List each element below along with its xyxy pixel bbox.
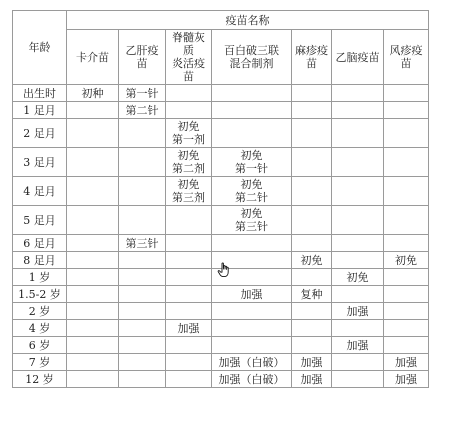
age-cell: 6 足月 xyxy=(13,235,67,252)
schedule-cell xyxy=(332,206,384,235)
schedule-cell xyxy=(212,286,292,303)
table-row xyxy=(13,206,429,235)
vaccine-column-header xyxy=(292,30,332,85)
schedule-cell xyxy=(212,235,292,252)
schedule-cell xyxy=(166,177,212,206)
schedule-cell xyxy=(212,371,292,388)
table-row xyxy=(13,148,429,177)
age-cell: 5 足月 xyxy=(13,206,67,235)
cell-text-line: 第二剂 xyxy=(172,162,205,175)
schedule-cell xyxy=(384,102,429,119)
schedule-cell xyxy=(166,235,212,252)
table-row xyxy=(13,337,429,354)
schedule-cell xyxy=(332,177,384,206)
cell-text-line: 加强 xyxy=(395,372,417,386)
schedule-cell xyxy=(67,252,119,269)
schedule-cell xyxy=(332,148,384,177)
vaccine-column-header xyxy=(384,30,429,85)
schedule-cell xyxy=(67,85,119,102)
schedule-cell xyxy=(384,269,429,286)
cell-text-line: 加强 xyxy=(395,355,417,369)
age-cell: 4 岁 xyxy=(13,320,67,337)
schedule-cell xyxy=(166,119,212,148)
schedule-cell xyxy=(119,354,166,371)
schedule-cell xyxy=(119,320,166,337)
cell-text-line: 苗 xyxy=(400,57,412,70)
cell-text-line: 初免 xyxy=(177,120,200,133)
cell-text-line: 第三针 xyxy=(235,220,268,233)
cell-text-line: 混合制剂 xyxy=(229,57,274,70)
age-cell: 4 足月 xyxy=(13,177,67,206)
cell-text-line: 质 xyxy=(183,44,194,57)
schedule-cell xyxy=(212,119,292,148)
cell-text-line: 炎活疫 xyxy=(172,57,205,70)
age-cell: 6 岁 xyxy=(13,337,67,354)
schedule-cell xyxy=(384,354,429,371)
cell-text-line: 加强 xyxy=(177,321,200,335)
schedule-cell xyxy=(67,102,119,119)
schedule-cell xyxy=(332,269,384,286)
age-cell: 7 岁 xyxy=(13,354,67,371)
schedule-cell xyxy=(212,337,292,354)
schedule-cell xyxy=(384,320,429,337)
cell-text-line: 初免 xyxy=(300,253,323,267)
cell-text-line: 苗 xyxy=(183,70,194,83)
cell-text-line: 加强（白破） xyxy=(218,372,285,386)
cell-text-line: 第二针 xyxy=(125,103,159,117)
schedule-cell xyxy=(332,102,384,119)
schedule-cell xyxy=(166,337,212,354)
cell-text-line: 麻疹疫 xyxy=(295,44,328,57)
cell-text-line: 第一针 xyxy=(235,162,268,175)
table-row xyxy=(13,320,429,337)
cell-text-line: 初种 xyxy=(81,86,104,100)
cell-text-line: 加强 xyxy=(300,355,323,369)
age-cell: 1.5-2 岁 xyxy=(13,286,67,303)
vaccine-column-header xyxy=(67,30,119,85)
schedule-cell xyxy=(332,303,384,320)
cell-text-line: 风疹疫 xyxy=(389,44,423,57)
cell-text-line: 初免 xyxy=(177,149,200,162)
schedule-cell xyxy=(292,119,332,148)
cell-text-line: 初免 xyxy=(240,178,263,191)
schedule-cell xyxy=(119,235,166,252)
cell-text-line: 苗 xyxy=(306,57,317,70)
table-row xyxy=(13,235,429,252)
schedule-cell xyxy=(166,252,212,269)
schedule-cell xyxy=(119,252,166,269)
schedule-cell xyxy=(332,320,384,337)
schedule-cell xyxy=(332,252,384,269)
schedule-cell xyxy=(166,286,212,303)
cell-text-line: 乙肝疫 xyxy=(125,44,159,57)
schedule-cell xyxy=(67,354,119,371)
schedule-cell xyxy=(67,206,119,235)
table-row xyxy=(13,177,429,206)
table-row xyxy=(13,85,429,102)
schedule-cell xyxy=(212,303,292,320)
schedule-cell xyxy=(212,177,292,206)
age-cell: 2 足月 xyxy=(13,119,67,148)
schedule-cell xyxy=(166,85,212,102)
schedule-cell xyxy=(119,148,166,177)
table-row xyxy=(13,102,429,119)
cell-text-line: 初免 xyxy=(240,207,263,220)
cell-text-line: 苗 xyxy=(136,57,148,70)
schedule-cell xyxy=(332,286,384,303)
schedule-cell xyxy=(67,269,119,286)
schedule-cell xyxy=(292,354,332,371)
schedule-cell xyxy=(212,354,292,371)
table-row xyxy=(13,303,429,320)
schedule-cell xyxy=(292,371,332,388)
cell-text-line: 第三针 xyxy=(125,236,159,250)
schedule-cell xyxy=(384,85,429,102)
schedule-cell xyxy=(212,320,292,337)
schedule-body xyxy=(13,85,429,388)
schedule-cell xyxy=(166,206,212,235)
cell-text-line: 加强 xyxy=(346,338,369,352)
schedule-cell xyxy=(292,206,332,235)
schedule-cell xyxy=(384,371,429,388)
vaccine-column-header xyxy=(119,30,166,85)
cell-text-line: 初免 xyxy=(395,253,417,267)
age-cell: 3 足月 xyxy=(13,148,67,177)
schedule-cell xyxy=(119,286,166,303)
schedule-cell xyxy=(384,337,429,354)
age-cell: 12 岁 xyxy=(13,371,67,388)
schedule-cell xyxy=(166,354,212,371)
table-row xyxy=(13,371,429,388)
schedule-cell xyxy=(332,119,384,148)
age-cell: 2 岁 xyxy=(13,303,67,320)
schedule-cell xyxy=(212,85,292,102)
schedule-cell xyxy=(292,269,332,286)
age-cell: 1 足月 xyxy=(13,102,67,119)
schedule-cell xyxy=(212,148,292,177)
schedule-cell xyxy=(119,206,166,235)
schedule-cell xyxy=(292,85,332,102)
table-row xyxy=(13,286,429,303)
cell-text-line: 初免 xyxy=(177,178,200,191)
header-row-group xyxy=(13,11,429,30)
schedule-cell xyxy=(166,148,212,177)
schedule-cell xyxy=(119,303,166,320)
schedule-cell xyxy=(119,269,166,286)
cell-text-line: 复种 xyxy=(300,287,323,301)
schedule-cell xyxy=(292,102,332,119)
cell-text-line: 初免 xyxy=(240,149,263,162)
schedule-cell xyxy=(292,177,332,206)
schedule-cell xyxy=(166,269,212,286)
age-cell: 1 岁 xyxy=(13,269,67,286)
cell-text-line: 加强 xyxy=(300,372,323,386)
vaccination-schedule-table xyxy=(12,10,429,388)
age-cell: 8 足月 xyxy=(13,252,67,269)
schedule-cell xyxy=(292,303,332,320)
vaccine-column-header xyxy=(212,30,292,85)
cell-text-line: 第二针 xyxy=(235,191,268,204)
schedule-cell xyxy=(384,235,429,252)
schedule-cell xyxy=(67,286,119,303)
schedule-cell xyxy=(332,354,384,371)
schedule-cell xyxy=(67,320,119,337)
vaccine-column-header xyxy=(166,30,212,85)
schedule-cell xyxy=(67,235,119,252)
schedule-cell xyxy=(212,102,292,119)
schedule-cell xyxy=(119,177,166,206)
cell-text-line: 初免 xyxy=(346,270,369,284)
schedule-cell xyxy=(67,371,119,388)
schedule-cell xyxy=(332,235,384,252)
schedule-cell xyxy=(332,371,384,388)
schedule-cell xyxy=(166,371,212,388)
age-cell: 出生时 xyxy=(13,85,67,102)
cell-text-line: 加强 xyxy=(240,287,263,301)
age-column-header: 年龄 xyxy=(13,11,67,85)
schedule-cell xyxy=(292,148,332,177)
hand-pointer-icon xyxy=(216,262,232,278)
schedule-cell xyxy=(384,303,429,320)
table-row xyxy=(13,119,429,148)
schedule-cell xyxy=(292,337,332,354)
cell-text-line: 第三剂 xyxy=(172,191,205,204)
cell-text-line: 百白破三联 xyxy=(224,44,279,57)
schedule-cell xyxy=(119,102,166,119)
schedule-cell xyxy=(119,337,166,354)
schedule-cell xyxy=(332,337,384,354)
table-row xyxy=(13,354,429,371)
schedule-cell xyxy=(67,303,119,320)
schedule-cell xyxy=(384,286,429,303)
schedule-cell xyxy=(332,85,384,102)
schedule-cell xyxy=(384,252,429,269)
cell-text-line: 加强（白破） xyxy=(218,355,285,369)
schedule-cell xyxy=(67,148,119,177)
schedule-cell xyxy=(67,337,119,354)
header-row-vaccines xyxy=(13,30,429,85)
cell-text-line: 第一针 xyxy=(125,86,159,100)
schedule-cell xyxy=(292,320,332,337)
schedule-cell xyxy=(384,177,429,206)
cell-text-line: 第一剂 xyxy=(172,133,205,146)
schedule-cell xyxy=(119,85,166,102)
schedule-cell xyxy=(166,303,212,320)
schedule-cell xyxy=(67,177,119,206)
schedule-cell xyxy=(384,119,429,148)
schedule-cell xyxy=(166,102,212,119)
schedule-cell xyxy=(212,206,292,235)
schedule-cell xyxy=(292,235,332,252)
cell-text-line: 卡介苗 xyxy=(76,50,109,64)
schedule-cell xyxy=(166,320,212,337)
cell-text-line: 脊髓灰 xyxy=(172,31,205,44)
vaccine-name-group-header: 疫苗名称 xyxy=(67,11,429,30)
schedule-cell xyxy=(119,119,166,148)
schedule-cell xyxy=(384,206,429,235)
schedule-cell xyxy=(384,148,429,177)
schedule-cell xyxy=(119,371,166,388)
cell-text-line: 乙脑疫苗 xyxy=(335,50,380,64)
schedule-cell xyxy=(67,119,119,148)
schedule-cell xyxy=(292,252,332,269)
cell-text-line: 加强 xyxy=(346,304,369,318)
schedule-cell xyxy=(292,286,332,303)
vaccine-column-header xyxy=(332,30,384,85)
